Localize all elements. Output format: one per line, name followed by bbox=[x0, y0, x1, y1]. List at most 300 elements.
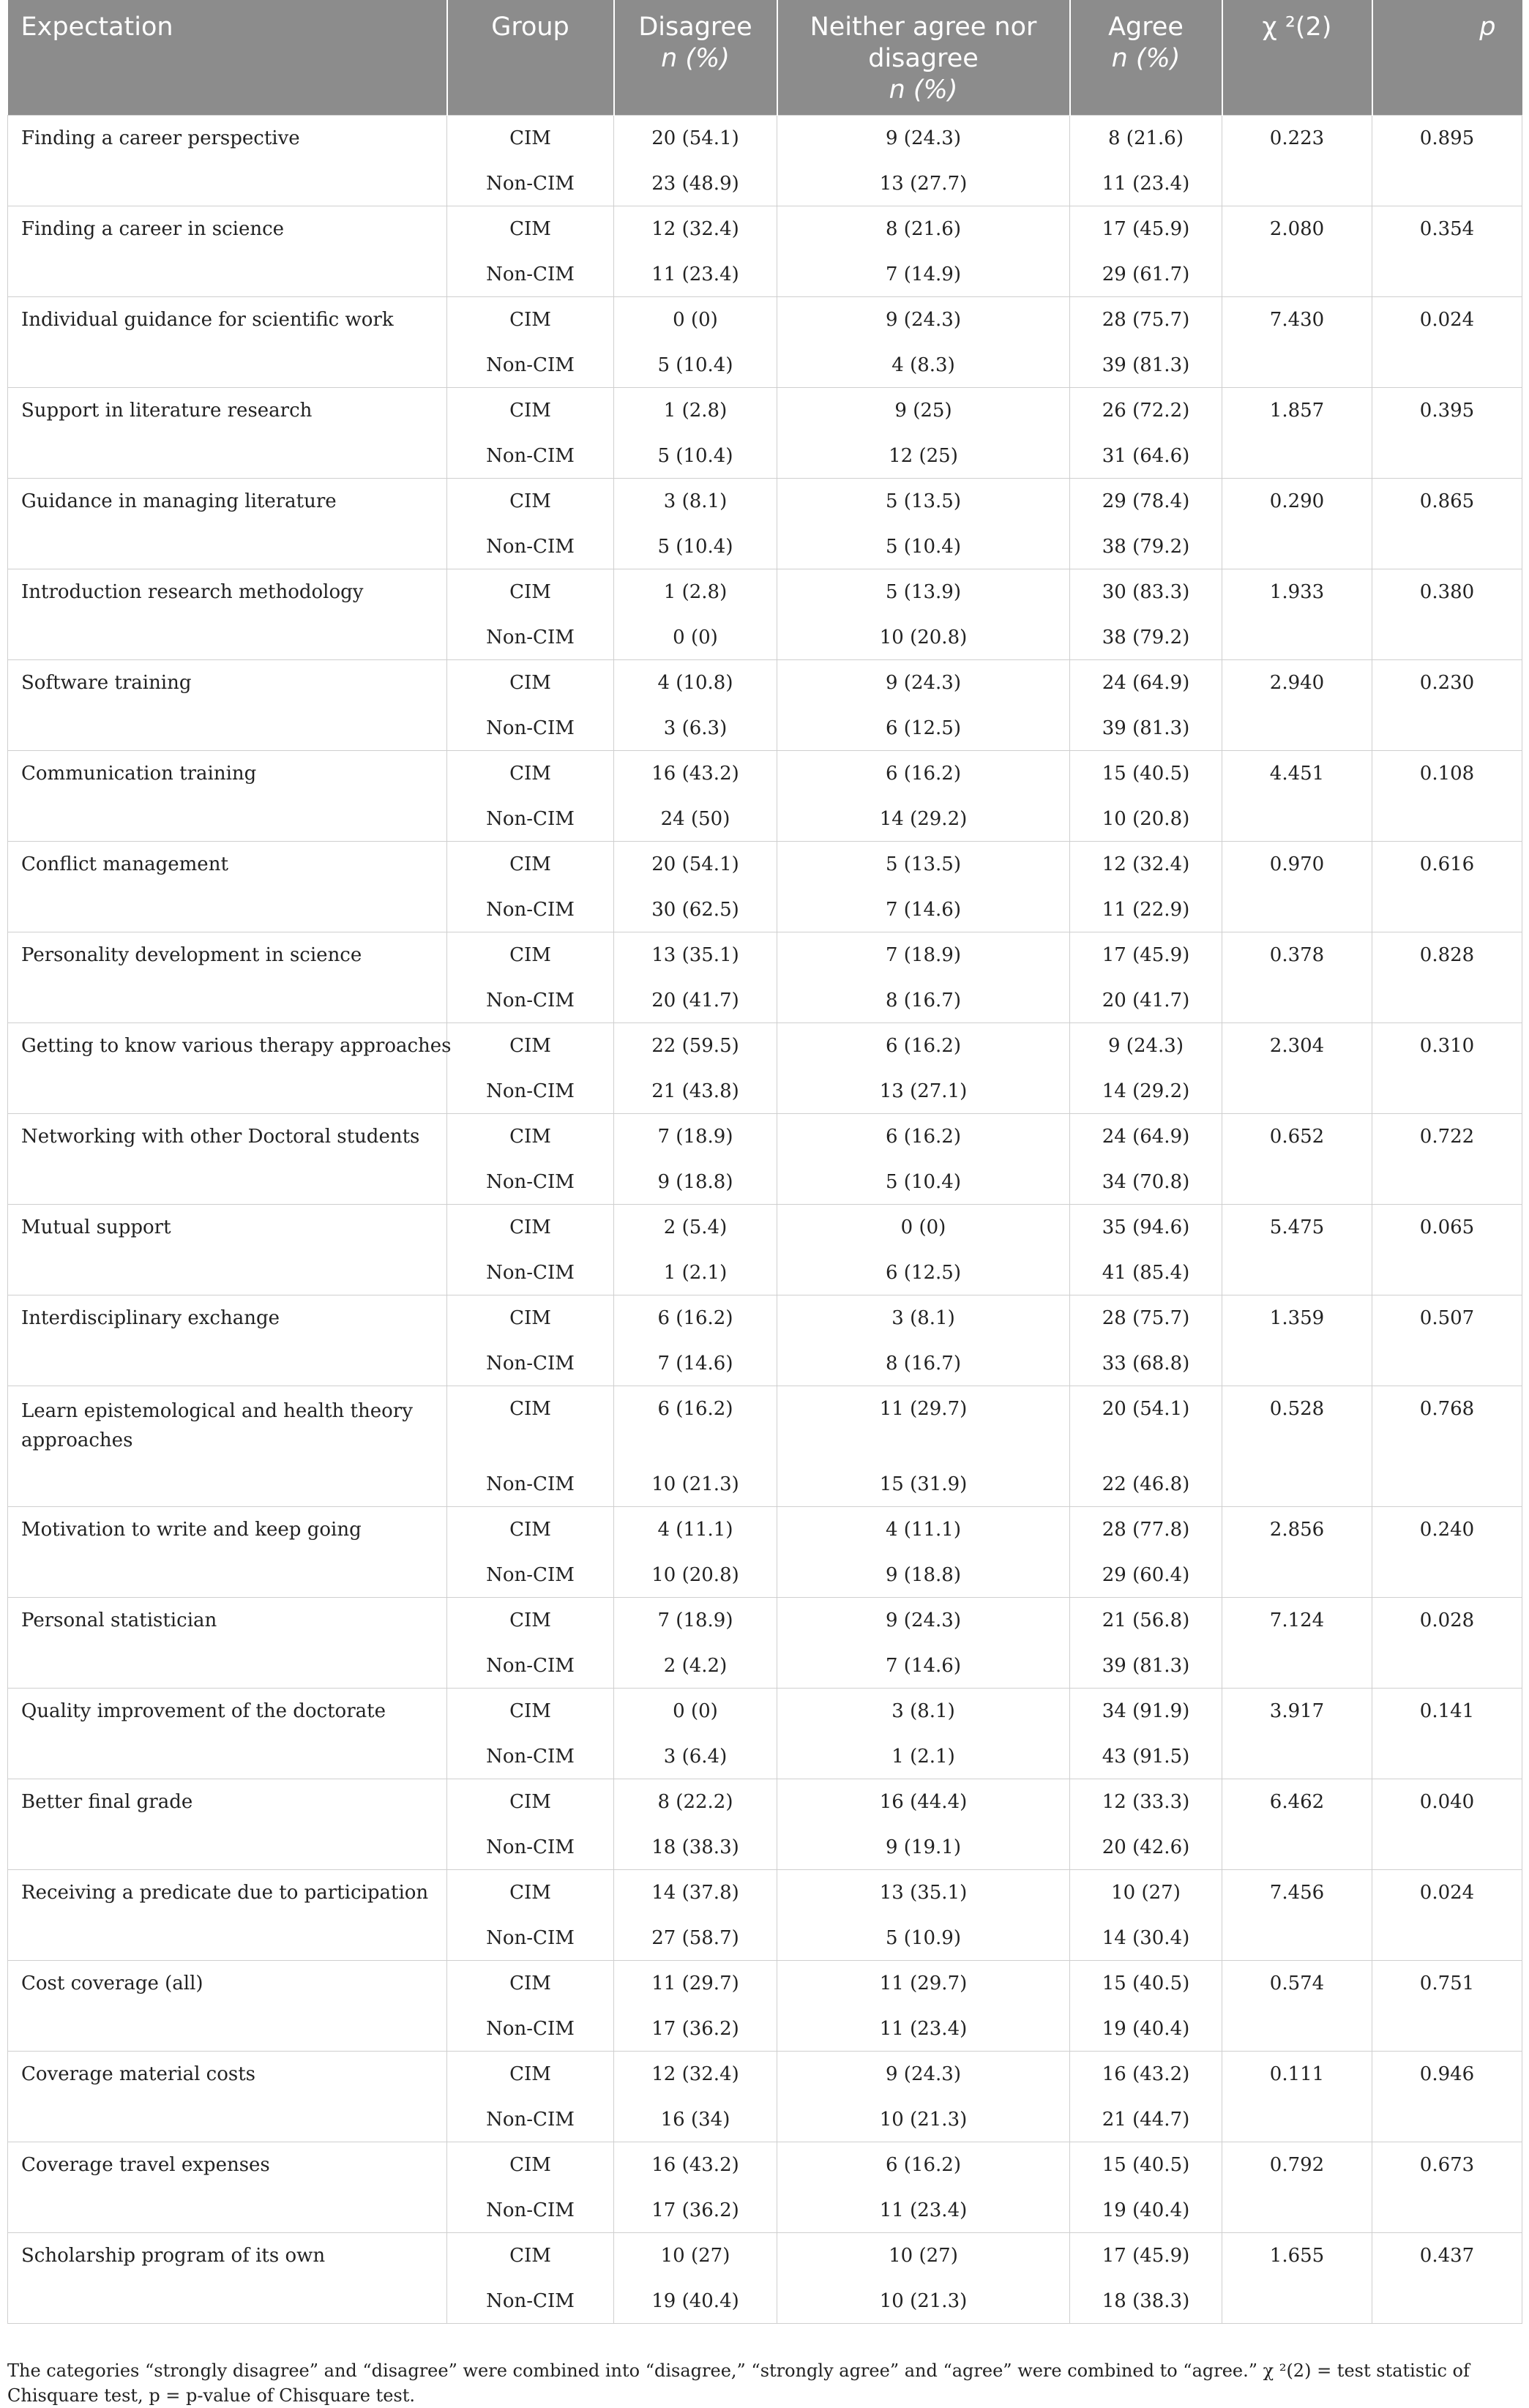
expectation-cell: Motivation to write and keep going bbox=[8, 1507, 447, 1552]
neither-cell: 6 (12.5) bbox=[777, 706, 1070, 751]
neither-cell: 9 (24.3) bbox=[777, 1598, 1070, 1643]
expectation-cell bbox=[8, 1643, 447, 1689]
agree-cell: 11 (23.4) bbox=[1070, 161, 1222, 206]
chi-square-cell bbox=[1222, 1825, 1372, 1870]
group-cell: CIM bbox=[447, 751, 614, 796]
header-group: Group bbox=[447, 0, 614, 116]
agree-cell: 30 (83.3) bbox=[1070, 569, 1222, 615]
neither-cell: 5 (10.4) bbox=[777, 524, 1070, 569]
agree-cell: 22 (46.8) bbox=[1070, 1462, 1222, 1507]
group-cell: Non-CIM bbox=[447, 796, 614, 842]
expectation-cell: Coverage travel expenses bbox=[8, 2142, 447, 2188]
expectation-cell bbox=[8, 1341, 447, 1386]
p-value-cell bbox=[1372, 2006, 1522, 2052]
header-row bbox=[8, 0, 1522, 116]
p-value-cell bbox=[1372, 887, 1522, 932]
chi-square-cell bbox=[1222, 1159, 1372, 1205]
chi-square-cell bbox=[1222, 615, 1372, 660]
agree-cell: 15 (40.5) bbox=[1070, 1961, 1222, 2006]
agree-cell: 17 (45.9) bbox=[1070, 206, 1222, 252]
chi-square-cell bbox=[1222, 524, 1372, 569]
expectation-cell: Receiving a predicate due to participation bbox=[8, 1870, 447, 1915]
expectation-cell bbox=[8, 524, 447, 569]
neither-cell: 5 (13.5) bbox=[777, 479, 1070, 524]
neither-cell: 9 (24.3) bbox=[777, 660, 1070, 706]
chi-square-cell bbox=[1222, 1734, 1372, 1779]
p-value-cell bbox=[1372, 1250, 1522, 1295]
group-cell: CIM bbox=[447, 479, 614, 524]
disagree-cell: 12 (32.4) bbox=[614, 206, 777, 252]
neither-cell: 16 (44.4) bbox=[777, 1779, 1070, 1825]
neither-cell: 4 (8.3) bbox=[777, 343, 1070, 388]
disagree-cell: 5 (10.4) bbox=[614, 524, 777, 569]
disagree-cell: 7 (14.6) bbox=[614, 1341, 777, 1386]
agree-cell: 35 (94.6) bbox=[1070, 1205, 1222, 1250]
neither-cell: 9 (19.1) bbox=[777, 1825, 1070, 1870]
expectation-cell: Better final grade bbox=[8, 1779, 447, 1825]
p-value-cell bbox=[1372, 796, 1522, 842]
agree-cell: 19 (40.4) bbox=[1070, 2188, 1222, 2233]
chi-square-cell: 1.359 bbox=[1222, 1295, 1372, 1341]
neither-cell: 3 (8.1) bbox=[777, 1689, 1070, 1734]
neither-cell: 4 (11.1) bbox=[777, 1507, 1070, 1552]
neither-cell: 9 (18.8) bbox=[777, 1552, 1070, 1598]
p-value-cell bbox=[1372, 252, 1522, 297]
agree-cell: 16 (43.2) bbox=[1070, 2052, 1222, 2097]
neither-cell: 9 (24.3) bbox=[777, 297, 1070, 343]
expectation-cell: Coverage material costs bbox=[8, 2052, 447, 2097]
chi-square-cell bbox=[1222, 161, 1372, 206]
neither-cell: 8 (16.7) bbox=[777, 1341, 1070, 1386]
p-value-cell bbox=[1372, 161, 1522, 206]
group-cell: Non-CIM bbox=[447, 1552, 614, 1598]
chi-square-cell: 0.574 bbox=[1222, 1961, 1372, 2006]
table-row bbox=[8, 1462, 1522, 1507]
table-row bbox=[8, 1205, 1522, 1250]
agree-cell: 29 (60.4) bbox=[1070, 1552, 1222, 1598]
disagree-cell: 0 (0) bbox=[614, 1689, 777, 1734]
group-cell: CIM bbox=[447, 116, 614, 161]
table-container bbox=[7, 0, 1522, 2324]
table-row bbox=[8, 2233, 1522, 2278]
neither-cell: 10 (21.3) bbox=[777, 2278, 1070, 2324]
p-value-cell bbox=[1372, 343, 1522, 388]
disagree-cell: 17 (36.2) bbox=[614, 2188, 777, 2233]
group-cell: CIM bbox=[447, 1386, 614, 1462]
chi-square-cell bbox=[1222, 978, 1372, 1023]
neither-cell: 5 (13.9) bbox=[777, 569, 1070, 615]
table-row bbox=[8, 2052, 1522, 2097]
p-value-cell: 0.673 bbox=[1372, 2142, 1522, 2188]
agree-cell: 14 (30.4) bbox=[1070, 1915, 1222, 1961]
expectation-cell bbox=[8, 1552, 447, 1598]
chi-square-cell: 4.451 bbox=[1222, 751, 1372, 796]
table-row bbox=[8, 1069, 1522, 1114]
agree-cell: 20 (54.1) bbox=[1070, 1386, 1222, 1462]
chi-square-cell: 3.917 bbox=[1222, 1689, 1372, 1734]
chi-square-cell: 0.652 bbox=[1222, 1114, 1372, 1159]
disagree-cell: 1 (2.8) bbox=[614, 569, 777, 615]
chi-square-cell: 7.124 bbox=[1222, 1598, 1372, 1643]
expectation-cell bbox=[8, 343, 447, 388]
agree-cell: 14 (29.2) bbox=[1070, 1069, 1222, 1114]
chi-square-cell bbox=[1222, 433, 1372, 479]
table-row bbox=[8, 1114, 1522, 1159]
expectation-cell: Introduction research methodology bbox=[8, 569, 447, 615]
disagree-cell: 11 (23.4) bbox=[614, 252, 777, 297]
agree-cell: 34 (91.9) bbox=[1070, 1689, 1222, 1734]
header-p-value: p bbox=[1372, 0, 1522, 116]
disagree-cell: 20 (41.7) bbox=[614, 978, 777, 1023]
table-row bbox=[8, 297, 1522, 343]
disagree-cell: 6 (16.2) bbox=[614, 1386, 777, 1462]
neither-cell: 8 (16.7) bbox=[777, 978, 1070, 1023]
agree-cell: 28 (75.7) bbox=[1070, 1295, 1222, 1341]
table-row bbox=[8, 2188, 1522, 2233]
group-cell: Non-CIM bbox=[447, 1915, 614, 1961]
table-row bbox=[8, 615, 1522, 660]
agree-cell: 24 (64.9) bbox=[1070, 1114, 1222, 1159]
expectation-cell: Getting to know various therapy approaches bbox=[8, 1023, 447, 1069]
agree-cell: 21 (56.8) bbox=[1070, 1598, 1222, 1643]
neither-cell: 6 (16.2) bbox=[777, 2142, 1070, 2188]
disagree-cell: 10 (21.3) bbox=[614, 1462, 777, 1507]
chi-square-cell: 0.528 bbox=[1222, 1386, 1372, 1462]
group-cell: CIM bbox=[447, 1507, 614, 1552]
agree-cell: 19 (40.4) bbox=[1070, 2006, 1222, 2052]
expectation-cell bbox=[8, 1462, 447, 1507]
p-value-cell: 0.380 bbox=[1372, 569, 1522, 615]
expectation-cell bbox=[8, 1825, 447, 1870]
chi-square-cell bbox=[1222, 1462, 1372, 1507]
disagree-cell: 5 (10.4) bbox=[614, 343, 777, 388]
group-cell: Non-CIM bbox=[447, 706, 614, 751]
chi-square-cell: 0.378 bbox=[1222, 932, 1372, 978]
p-value-cell: 0.751 bbox=[1372, 1961, 1522, 2006]
group-cell: CIM bbox=[447, 660, 614, 706]
chi-square-cell: 5.475 bbox=[1222, 1205, 1372, 1250]
neither-cell: 10 (20.8) bbox=[777, 615, 1070, 660]
group-cell: CIM bbox=[447, 1961, 614, 2006]
disagree-cell: 10 (27) bbox=[614, 2233, 777, 2278]
neither-cell: 9 (24.3) bbox=[777, 2052, 1070, 2097]
p-value-cell: 0.108 bbox=[1372, 751, 1522, 796]
expectation-cell: Communication training bbox=[8, 751, 447, 796]
disagree-cell: 1 (2.8) bbox=[614, 388, 777, 433]
agree-cell: 28 (77.8) bbox=[1070, 1507, 1222, 1552]
table-row bbox=[8, 978, 1522, 1023]
agree-cell: 9 (24.3) bbox=[1070, 1023, 1222, 1069]
table-row bbox=[8, 842, 1522, 887]
disagree-cell: 3 (6.3) bbox=[614, 706, 777, 751]
table-row bbox=[8, 569, 1522, 615]
neither-cell: 9 (24.3) bbox=[777, 116, 1070, 161]
disagree-cell: 16 (43.2) bbox=[614, 751, 777, 796]
group-cell: CIM bbox=[447, 842, 614, 887]
chi-square-cell bbox=[1222, 2006, 1372, 2052]
disagree-cell: 8 (22.2) bbox=[614, 1779, 777, 1825]
table-row bbox=[8, 1552, 1522, 1598]
group-cell: CIM bbox=[447, 206, 614, 252]
table-row bbox=[8, 433, 1522, 479]
p-value-cell: 0.616 bbox=[1372, 842, 1522, 887]
agree-cell: 29 (61.7) bbox=[1070, 252, 1222, 297]
p-value-cell: 0.895 bbox=[1372, 116, 1522, 161]
p-value-cell: 0.768 bbox=[1372, 1386, 1522, 1462]
table-row bbox=[8, 2097, 1522, 2142]
p-value-cell bbox=[1372, 1552, 1522, 1598]
p-value-cell: 0.024 bbox=[1372, 1870, 1522, 1915]
neither-cell: 7 (18.9) bbox=[777, 932, 1070, 978]
p-value-cell: 0.310 bbox=[1372, 1023, 1522, 1069]
expectation-cell: Individual guidance for scientific work bbox=[8, 297, 447, 343]
table-row bbox=[8, 751, 1522, 796]
agree-cell: 17 (45.9) bbox=[1070, 2233, 1222, 2278]
expectation-cell bbox=[8, 796, 447, 842]
table-row bbox=[8, 388, 1522, 433]
disagree-cell: 18 (38.3) bbox=[614, 1825, 777, 1870]
group-cell: CIM bbox=[447, 2233, 614, 2278]
table-row bbox=[8, 887, 1522, 932]
expectation-cell bbox=[8, 1915, 447, 1961]
neither-cell: 9 (25) bbox=[777, 388, 1070, 433]
chi-square-cell: 1.933 bbox=[1222, 569, 1372, 615]
expectation-cell bbox=[8, 978, 447, 1023]
p-value-cell bbox=[1372, 524, 1522, 569]
expectation-cell bbox=[8, 433, 447, 479]
table-row bbox=[8, 1295, 1522, 1341]
expectation-cell: Networking with other Doctoral students bbox=[8, 1114, 447, 1159]
agree-cell: 17 (45.9) bbox=[1070, 932, 1222, 978]
chi-square-cell: 0.792 bbox=[1222, 2142, 1372, 2188]
neither-cell: 11 (23.4) bbox=[777, 2188, 1070, 2233]
group-cell: Non-CIM bbox=[447, 433, 614, 479]
table-row bbox=[8, 2006, 1522, 2052]
expectation-cell bbox=[8, 1069, 447, 1114]
chi-square-cell bbox=[1222, 343, 1372, 388]
group-cell: Non-CIM bbox=[447, 1825, 614, 1870]
p-value-cell: 0.946 bbox=[1372, 2052, 1522, 2097]
expectation-cell: Support in literature research bbox=[8, 388, 447, 433]
neither-cell: 7 (14.6) bbox=[777, 887, 1070, 932]
expectation-cell bbox=[8, 2278, 447, 2324]
disagree-cell: 2 (5.4) bbox=[614, 1205, 777, 1250]
p-value-cell bbox=[1372, 1734, 1522, 1779]
neither-cell: 13 (27.7) bbox=[777, 161, 1070, 206]
table-row bbox=[8, 1341, 1522, 1386]
p-value-cell bbox=[1372, 1159, 1522, 1205]
disagree-cell: 11 (29.7) bbox=[614, 1961, 777, 2006]
p-value-cell: 0.395 bbox=[1372, 388, 1522, 433]
disagree-cell: 13 (35.1) bbox=[614, 932, 777, 978]
chi-square-cell: 0.970 bbox=[1222, 842, 1372, 887]
p-value-cell bbox=[1372, 615, 1522, 660]
group-cell: CIM bbox=[447, 569, 614, 615]
neither-cell: 6 (16.2) bbox=[777, 751, 1070, 796]
p-value-cell: 0.230 bbox=[1372, 660, 1522, 706]
agree-cell: 31 (64.6) bbox=[1070, 433, 1222, 479]
neither-cell: 5 (10.4) bbox=[777, 1159, 1070, 1205]
neither-cell: 5 (10.9) bbox=[777, 1915, 1070, 1961]
expectation-cell: Learn epistemological and health theory approaches bbox=[8, 1386, 447, 1462]
chi-square-cell: 0.290 bbox=[1222, 479, 1372, 524]
agree-cell: 24 (64.9) bbox=[1070, 660, 1222, 706]
expectation-cell: Quality improvement of the doctorate bbox=[8, 1689, 447, 1734]
header-disagree: Disagree n (%) bbox=[614, 0, 777, 116]
chi-square-cell bbox=[1222, 1643, 1372, 1689]
neither-cell: 13 (35.1) bbox=[777, 1870, 1070, 1915]
agree-cell: 43 (91.5) bbox=[1070, 1734, 1222, 1779]
p-value-cell: 0.028 bbox=[1372, 1598, 1522, 1643]
agree-cell: 33 (68.8) bbox=[1070, 1341, 1222, 1386]
table-row bbox=[8, 1598, 1522, 1643]
footnote-text: The categories “strongly disagree” and “disagree” were combined into “disagree,” “strongly agree” and “agree” were combined to “agree.” χ ²(2) = test statistic of Chisquare test, p = p-value of Chisquare test. bbox=[7, 2360, 1470, 2406]
group-cell: Non-CIM bbox=[447, 1462, 614, 1507]
disagree-cell: 7 (18.9) bbox=[614, 1114, 777, 1159]
agree-cell: 20 (41.7) bbox=[1070, 978, 1222, 1023]
p-value-cell bbox=[1372, 1069, 1522, 1114]
p-value-cell: 0.024 bbox=[1372, 297, 1522, 343]
p-value-cell: 0.507 bbox=[1372, 1295, 1522, 1341]
neither-cell: 11 (29.7) bbox=[777, 1961, 1070, 2006]
neither-cell: 11 (29.7) bbox=[777, 1386, 1070, 1462]
group-cell: Non-CIM bbox=[447, 2188, 614, 2233]
expectation-cell: Personality development in science bbox=[8, 932, 447, 978]
table-footnote bbox=[7, 2358, 1522, 2408]
expectation-cell bbox=[8, 2097, 447, 2142]
p-value-cell: 0.354 bbox=[1372, 206, 1522, 252]
neither-cell: 12 (25) bbox=[777, 433, 1070, 479]
group-cell: Non-CIM bbox=[447, 161, 614, 206]
table-row bbox=[8, 479, 1522, 524]
p-value-cell bbox=[1372, 1825, 1522, 1870]
group-cell: CIM bbox=[447, 1295, 614, 1341]
disagree-cell: 20 (54.1) bbox=[614, 116, 777, 161]
expectation-cell bbox=[8, 2188, 447, 2233]
disagree-cell: 4 (10.8) bbox=[614, 660, 777, 706]
expectation-cell bbox=[8, 887, 447, 932]
group-cell: Non-CIM bbox=[447, 2006, 614, 2052]
neither-cell: 5 (13.5) bbox=[777, 842, 1070, 887]
disagree-cell: 1 (2.1) bbox=[614, 1250, 777, 1295]
chi-square-cell bbox=[1222, 2188, 1372, 2233]
disagree-cell: 12 (32.4) bbox=[614, 2052, 777, 2097]
disagree-cell: 17 (36.2) bbox=[614, 2006, 777, 2052]
agree-cell: 26 (72.2) bbox=[1070, 388, 1222, 433]
p-value-cell bbox=[1372, 1462, 1522, 1507]
expectation-cell: Conflict management bbox=[8, 842, 447, 887]
group-cell: Non-CIM bbox=[447, 1643, 614, 1689]
agree-cell: 12 (33.3) bbox=[1070, 1779, 1222, 1825]
table-row bbox=[8, 1507, 1522, 1552]
expectation-cell bbox=[8, 1159, 447, 1205]
chi-square-cell bbox=[1222, 1069, 1372, 1114]
chi-square-cell: 2.856 bbox=[1222, 1507, 1372, 1552]
chi-square-cell: 7.430 bbox=[1222, 297, 1372, 343]
expectation-cell: Interdisciplinary exchange bbox=[8, 1295, 447, 1341]
neither-cell: 7 (14.9) bbox=[777, 252, 1070, 297]
neither-cell: 14 (29.2) bbox=[777, 796, 1070, 842]
group-cell: Non-CIM bbox=[447, 615, 614, 660]
p-value-cell: 0.828 bbox=[1372, 932, 1522, 978]
group-cell: Non-CIM bbox=[447, 1341, 614, 1386]
group-cell: Non-CIM bbox=[447, 1159, 614, 1205]
group-cell: CIM bbox=[447, 1689, 614, 1734]
group-cell: Non-CIM bbox=[447, 887, 614, 932]
p-value-cell bbox=[1372, 433, 1522, 479]
agree-cell: 8 (21.6) bbox=[1070, 116, 1222, 161]
p-value-cell bbox=[1372, 2278, 1522, 2324]
table-row bbox=[8, 252, 1522, 297]
disagree-cell: 5 (10.4) bbox=[614, 433, 777, 479]
expectation-cell: Guidance in managing literature bbox=[8, 479, 447, 524]
expectation-cell: Cost coverage (all) bbox=[8, 1961, 447, 2006]
header-agree: Agree n (%) bbox=[1070, 0, 1222, 116]
disagree-cell: 10 (20.8) bbox=[614, 1552, 777, 1598]
p-value-cell: 0.865 bbox=[1372, 479, 1522, 524]
agree-cell: 12 (32.4) bbox=[1070, 842, 1222, 887]
neither-cell: 10 (21.3) bbox=[777, 2097, 1070, 2142]
chi-square-cell: 1.857 bbox=[1222, 388, 1372, 433]
chi-square-cell: 2.080 bbox=[1222, 206, 1372, 252]
agree-cell: 39 (81.3) bbox=[1070, 343, 1222, 388]
disagree-cell: 3 (8.1) bbox=[614, 479, 777, 524]
group-cell: Non-CIM bbox=[447, 2278, 614, 2324]
p-value-cell bbox=[1372, 2097, 1522, 2142]
table-row bbox=[8, 660, 1522, 706]
p-value-cell: 0.141 bbox=[1372, 1689, 1522, 1734]
chi-square-cell bbox=[1222, 2097, 1372, 2142]
disagree-cell: 24 (50) bbox=[614, 796, 777, 842]
disagree-cell: 16 (34) bbox=[614, 2097, 777, 2142]
table-row bbox=[8, 1386, 1522, 1462]
agree-cell: 18 (38.3) bbox=[1070, 2278, 1222, 2324]
disagree-cell: 6 (16.2) bbox=[614, 1295, 777, 1341]
table-row bbox=[8, 206, 1522, 252]
neither-cell: 7 (14.6) bbox=[777, 1643, 1070, 1689]
disagree-cell: 0 (0) bbox=[614, 615, 777, 660]
table-row bbox=[8, 706, 1522, 751]
p-value-cell: 0.065 bbox=[1372, 1205, 1522, 1250]
header-expectation: Expectation bbox=[8, 0, 447, 116]
disagree-cell: 30 (62.5) bbox=[614, 887, 777, 932]
disagree-cell: 19 (40.4) bbox=[614, 2278, 777, 2324]
group-cell: Non-CIM bbox=[447, 252, 614, 297]
table-row bbox=[8, 796, 1522, 842]
group-cell: CIM bbox=[447, 1114, 614, 1159]
header-chi-square: χ ²(2) bbox=[1222, 0, 1372, 116]
disagree-cell: 23 (48.9) bbox=[614, 161, 777, 206]
p-value-cell bbox=[1372, 706, 1522, 751]
table-row bbox=[8, 1689, 1522, 1734]
table-row bbox=[8, 1159, 1522, 1205]
group-cell: Non-CIM bbox=[447, 1734, 614, 1779]
disagree-cell: 20 (54.1) bbox=[614, 842, 777, 887]
disagree-cell: 0 (0) bbox=[614, 297, 777, 343]
group-cell: CIM bbox=[447, 1598, 614, 1643]
disagree-cell: 22 (59.5) bbox=[614, 1023, 777, 1069]
group-cell: CIM bbox=[447, 2142, 614, 2188]
chi-square-cell: 2.304 bbox=[1222, 1023, 1372, 1069]
chi-square-cell: 7.456 bbox=[1222, 1870, 1372, 1915]
group-cell: CIM bbox=[447, 1205, 614, 1250]
expectation-cell: Scholarship program of its own bbox=[8, 2233, 447, 2278]
p-value-cell: 0.722 bbox=[1372, 1114, 1522, 1159]
group-cell: CIM bbox=[447, 297, 614, 343]
p-value-cell bbox=[1372, 1643, 1522, 1689]
expectation-cell: Software training bbox=[8, 660, 447, 706]
chi-square-cell bbox=[1222, 1250, 1372, 1295]
